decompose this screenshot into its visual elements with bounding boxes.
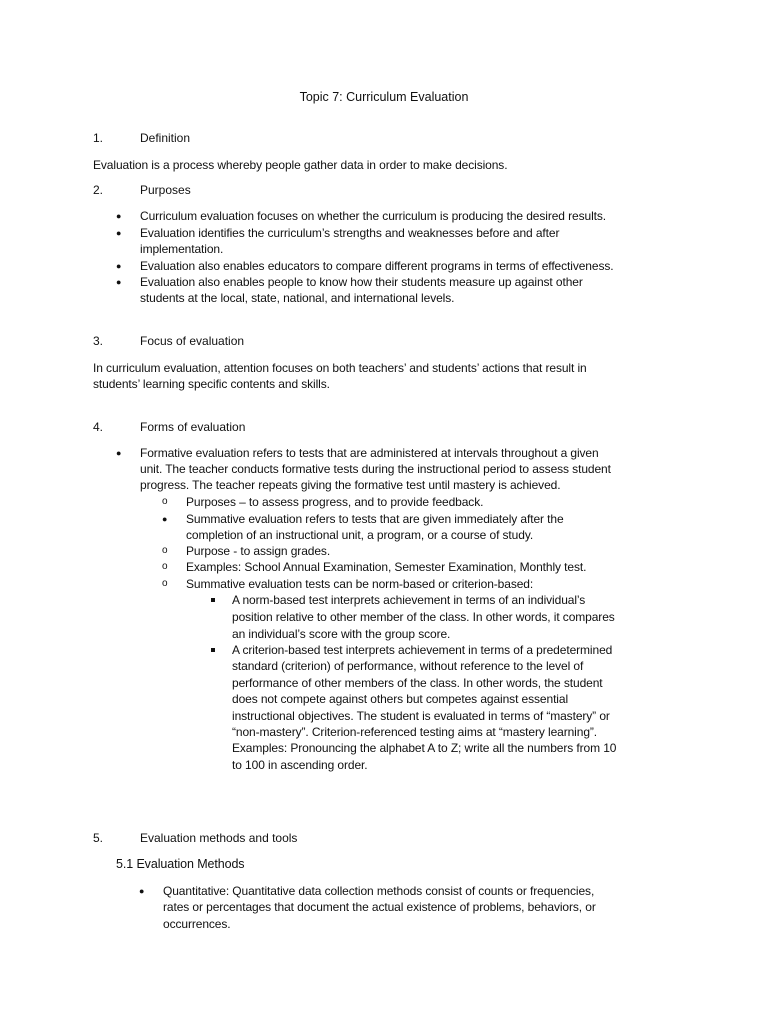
focus-text-line-2: students’ learning specific contents and skills. (93, 377, 330, 391)
bullet-icon: ● (116, 228, 122, 238)
purpose-item-2-line-2: implementation. (140, 242, 224, 256)
square-bullet-icon (211, 598, 215, 602)
definition-text: Evaluation is a process whereby people gather data in order to make decisions. (93, 158, 508, 172)
summative-examples: Examples: School Annual Examination, Semester Examination, Monthly test. (186, 560, 587, 574)
section-3-number: 3. (93, 334, 104, 348)
section-3-heading: Focus of evaluation (140, 334, 245, 348)
summative-line-1: Summative evaluation refers to tests that are given immediately after the (186, 512, 564, 526)
square-bullet-icon (211, 648, 215, 652)
section-5-heading: Evaluation methods and tools (140, 831, 298, 845)
purpose-item-2-line-1: Evaluation identifies the curriculum’s strengths and weaknesses before and after (140, 226, 560, 240)
formative-line-1: Formative evaluation refers to tests that are administered at intervals throughout a given (140, 446, 599, 460)
section-2-number: 2. (93, 183, 104, 197)
norm-line-3: an individual’s score with the group score. (232, 627, 451, 641)
quantitative-line-1: Quantitative: Quantitative data collection methods consist of counts or frequencies, (163, 884, 595, 898)
summative-purpose: Purpose - to assign grades. (186, 544, 331, 558)
norm-line-2: position relative to other member of the class. In other words, it compares (232, 610, 615, 624)
criterion-line-3: performance of other members of the class. In other words, the student (232, 676, 603, 690)
criterion-line-5: instructional objectives. The student is evaluated in terms of “mastery” or (232, 709, 610, 723)
criterion-line-1: A criterion-based test interprets achievement in terms of a predetermined (232, 643, 613, 657)
criterion-line-2: standard (criterion) of performance, without reference to the level of (232, 659, 584, 673)
formative-line-3: progress. The teacher repeats giving the formative test until mastery is achieved. (140, 478, 561, 492)
document-title: Topic 7: Curriculum Evaluation (299, 90, 469, 104)
bullet-icon: ● (162, 514, 168, 524)
criterion-line-7: Examples: Pronouncing the alphabet A to Z; write all the numbers from 10 (232, 741, 617, 755)
bullet-icon: ● (116, 211, 122, 221)
formative-line-2: unit. The teacher conducts formative tests during the instructional period to assess student (140, 462, 611, 476)
purpose-item-4-line-2: students at the local, state, national, and international levels. (140, 291, 455, 305)
focus-text-line-1: In curriculum evaluation, attention focuses on both teachers’ and students’ actions that result in (93, 361, 587, 375)
summative-types: Summative evaluation tests can be norm-based or criterion-based: (186, 577, 534, 591)
quantitative-line-3: occurrences. (163, 917, 231, 931)
norm-line-1: A norm-based test interprets achievement in terms of an individual’s (232, 593, 586, 607)
subsection-5-1-heading: 5.1 Evaluation Methods (116, 857, 245, 871)
bullet-icon: ● (116, 261, 122, 271)
formative-purposes: Purposes – to assess progress, and to provide feedback. (186, 495, 484, 509)
purpose-item-1-line-1: Curriculum evaluation focuses on whether the curriculum is producing the desired results. (140, 209, 606, 223)
summative-line-2: completion of an instructional unit, a program, or a course of study. (186, 528, 534, 542)
circle-bullet-icon: o (162, 496, 168, 507)
bullet-icon: ● (139, 886, 145, 896)
bullet-icon: ● (116, 277, 122, 287)
circle-bullet-icon: o (162, 578, 168, 589)
criterion-line-6: “non-mastery”. Criterion-referenced testing aims at “mastery learning”. (232, 725, 598, 739)
section-4-number: 4. (93, 420, 104, 434)
circle-bullet-icon: o (162, 545, 168, 556)
section-4-heading: Forms of evaluation (140, 420, 246, 434)
circle-bullet-icon: o (162, 561, 168, 572)
quantitative-line-2: rates or percentages that document the actual existence of problems, behaviors, or (163, 900, 596, 914)
section-5-number: 5. (93, 831, 104, 845)
purpose-item-4-line-1: Evaluation also enables people to know how their students measure up against other (140, 275, 583, 289)
section-1-heading: Definition (140, 131, 191, 145)
bullet-icon: ● (116, 448, 122, 458)
section-1-number: 1. (93, 131, 104, 145)
criterion-line-8: to 100 in ascending order. (232, 758, 368, 772)
purpose-item-3-line-1: Evaluation also enables educators to compare different programs in terms of effectiveness. (140, 259, 614, 273)
section-2-heading: Purposes (140, 183, 191, 197)
criterion-line-4: does not compete against others but competes against essential (232, 692, 569, 706)
